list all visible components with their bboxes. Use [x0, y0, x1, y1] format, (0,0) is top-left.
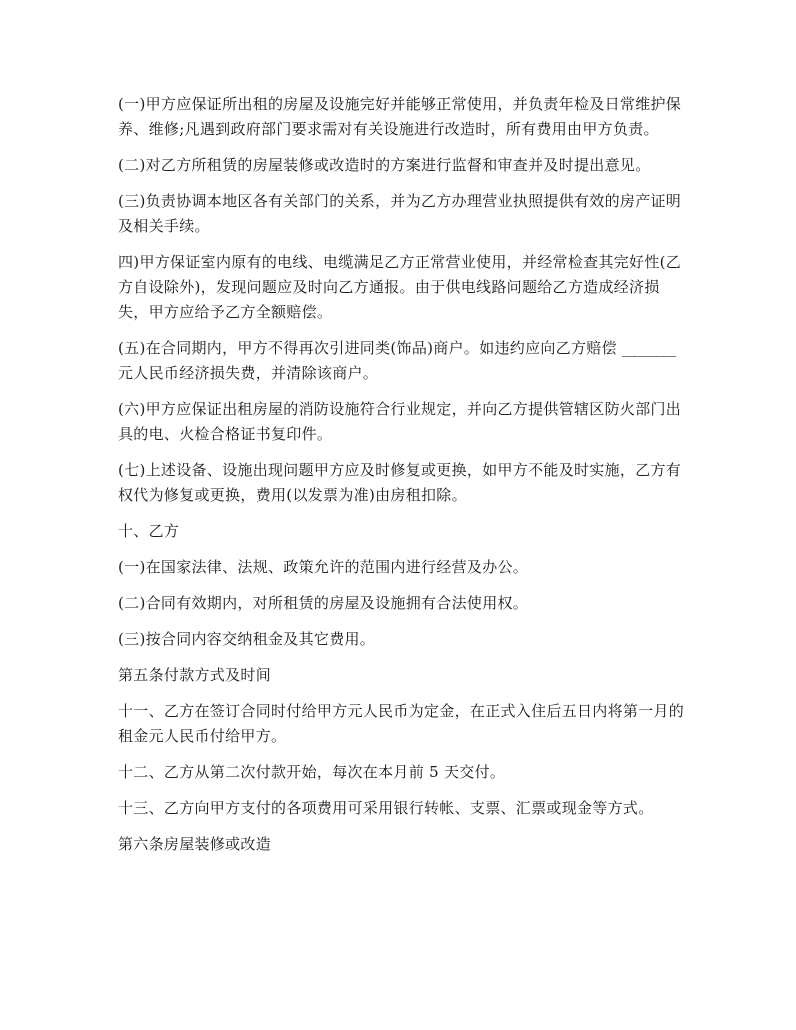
paragraph-tenant-right-1: (一)在国家法律、法规、政策允许的范围内进行经营及办公。 [118, 558, 529, 576]
paragraph-landlord-duty-1: (一)甲方应保证所出租的房屋及设施完好并能够正常使用，并负责年检及日常维护保养、维修;凡遇到政府部门要求需对有关设施进行改造时，所有费用由甲方负责。 [118, 95, 682, 138]
section-heading-tenant: 十、乙方 [118, 522, 180, 540]
article-heading-renovation: 第六条房屋装修或改造 [118, 835, 272, 853]
paragraph-landlord-duty-2: (二)对乙方所租赁的房屋装修或改造时的方案进行监督和审查并及时提出意见。 [118, 156, 651, 174]
paragraph-landlord-duty-6: (六)甲方应保证出租房屋的消防设施符合行业规定，并向乙方提供管辖区防火部门出具的电、火检合格证书复印件。 [118, 400, 682, 443]
paragraph-landlord-duty-7: (七)上述设备、设施出现问题甲方应及时修复或更换，如甲方不能及时实施，乙方有权代为修复或更换，费用(以发票为准)由房租扣除。 [118, 461, 682, 504]
paragraph-landlord-duty-4: 四)甲方保证室内原有的电线、电缆满足乙方正常营业使用，并经常检查其完好性(乙方自设除外)，发现问题应及时向乙方通报。由于供电线路问题给乙方造成经济损失，甲方应给予乙方全额赔偿。 [118, 253, 682, 321]
paragraph-tenant-right-3: (三)按合同内容交纳租金及其它费用。 [118, 630, 376, 648]
paragraph-payment-13: 十三、乙方向甲方支付的各项费用可采用银行转帐、支票、汇票或现金等方式。 [118, 799, 654, 817]
paragraph-landlord-duty-5: (五)在合同期内，甲方不得再次引进同类(饰品)商户。如违约应向乙方赔偿 _______元人民币经济损失费，并清除该商户。 [118, 339, 677, 382]
paragraph-tenant-right-2: (二)合同有效期内，对所租赁的房屋及设施拥有合法使用权。 [118, 594, 529, 612]
paragraph-payment-12: 十二、乙方从第二次付款开始，每次在本月前 5 天交付。 [118, 763, 506, 781]
paragraph-payment-11: 十一、乙方在签订合同时付给甲方元人民币为定金，在正式入住后五日内将第一月的租金元人民币付给甲方。 [118, 702, 685, 745]
document-body [118, 92, 690, 868]
paragraph-landlord-duty-3: (三)负责协调本地区各有关部门的关系，并为乙方办理营业执照提供有效的房产证明及相关手续。 [118, 192, 682, 235]
article-heading-payment: 第五条付款方式及时间 [118, 666, 272, 684]
